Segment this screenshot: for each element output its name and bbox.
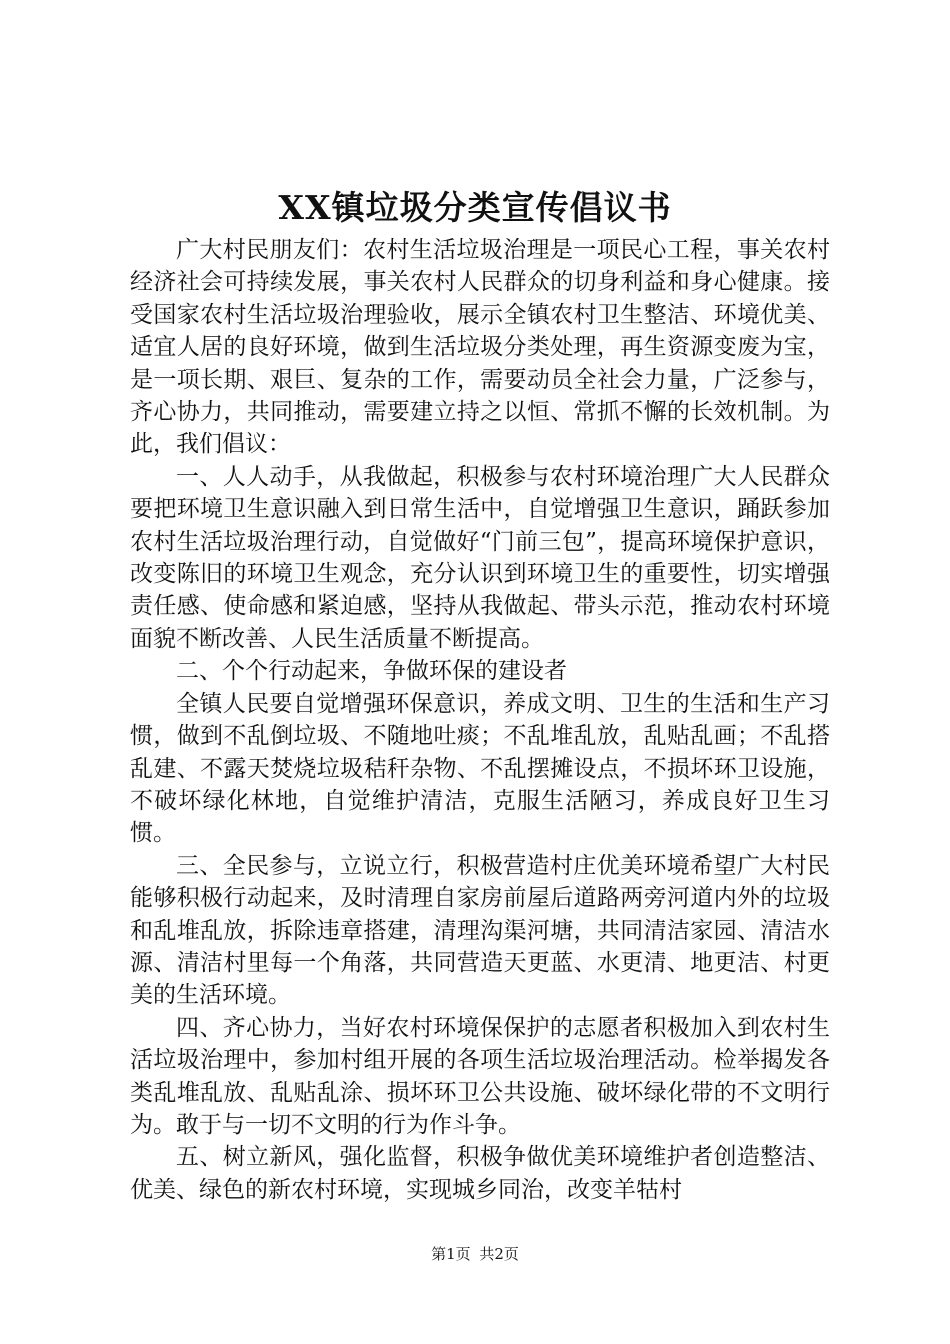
- paragraph-intro: 广大村民朋友们：农村生活垃圾治理是一项民心工程，事关农村经济社会可持续发展，事关农村人民群众的切身利益和身心健康。接受国家农村生活垃圾治理验收，展示全镇农村卫生整洁、环境优美、适宜人居的良好环境，做到生活垃圾分类处理，再生资源变废为宝，是一项长期、艰巨、复杂的工作，需要动员全社会力量，广泛参与，齐心协力，共同推动，需要建立持之以恒、常抓不懈的长效机制。为此，我们倡议：: [130, 237, 830, 458]
- document-title: XX镇垃圾分类宣传倡议书: [278, 188, 672, 227]
- paragraph-point-2-body: 全镇人民要自觉增强环保意识，养成文明、卫生的生活和生产习惯，做到不乱倒垃圾、不随地吐痰；不乱堆乱放，乱贴乱画；不乱搭乱建、不露天焚烧垃圾秸秆杂物、不乱摆摊设点，不损坏环卫设施，不破坏绿化林地，自觉维护清洁，克服生活陋习，养成良好卫生习惯。: [130, 690, 830, 847]
- paragraph-point-5: 五、树立新风，强化监督，积极争做优美环境维护者创造整洁、优美、绿色的新农村环境，实现城乡同治，改变羊牯村: [130, 1144, 830, 1203]
- paragraph-point-1: 一、人人动手，从我做起，积极参与农村环境治理广大人民群众要把环境卫生意识融入到日常生活中，自觉增强卫生意识，踊跃参加农村生活垃圾治理行动，自觉做好“门前三包”，提高环境保护意识，改变陈旧的环境卫生观念，充分认识到环境卫生的重要性，切实增强责任感、使命感和紧迫感，坚持从我做起、带头示范，推动农村环境面貌不断改善、人民生活质量不断提高。: [130, 463, 830, 652]
- total-pages: 共2页: [479, 1245, 519, 1263]
- page-number: 第1页: [431, 1245, 471, 1263]
- paragraph-point-2-heading: 二、个个行动起来，争做环保的建设者: [176, 658, 567, 685]
- document-body: [130, 234, 830, 1206]
- page-footer: [0, 1244, 950, 1264]
- paragraph-point-3: 三、全民参与，立说立行，积极营造村庄优美环境希望广大村民能够积极行动起来，及时清理自家房前屋后道路两旁河道内外的垃圾和乱堆乱放，拆除违章搭建，清理沟渠河塘，共同清洁家园、清洁水源、清洁村里每一个角落，共同营造天更蓝、水更清、地更洁、村更美的生活环境。: [130, 852, 830, 1009]
- paragraph-point-4: 四、齐心协力，当好农村环境保保护的志愿者积极加入到农村生活垃圾治理中，参加村组开展的各项生活垃圾治理活动。检举揭发各类乱堆乱放、乱贴乱涂、损坏环卫公共设施、破坏绿化带的不文明行为。敢于与一切不文明的行为作斗争。: [130, 1014, 830, 1138]
